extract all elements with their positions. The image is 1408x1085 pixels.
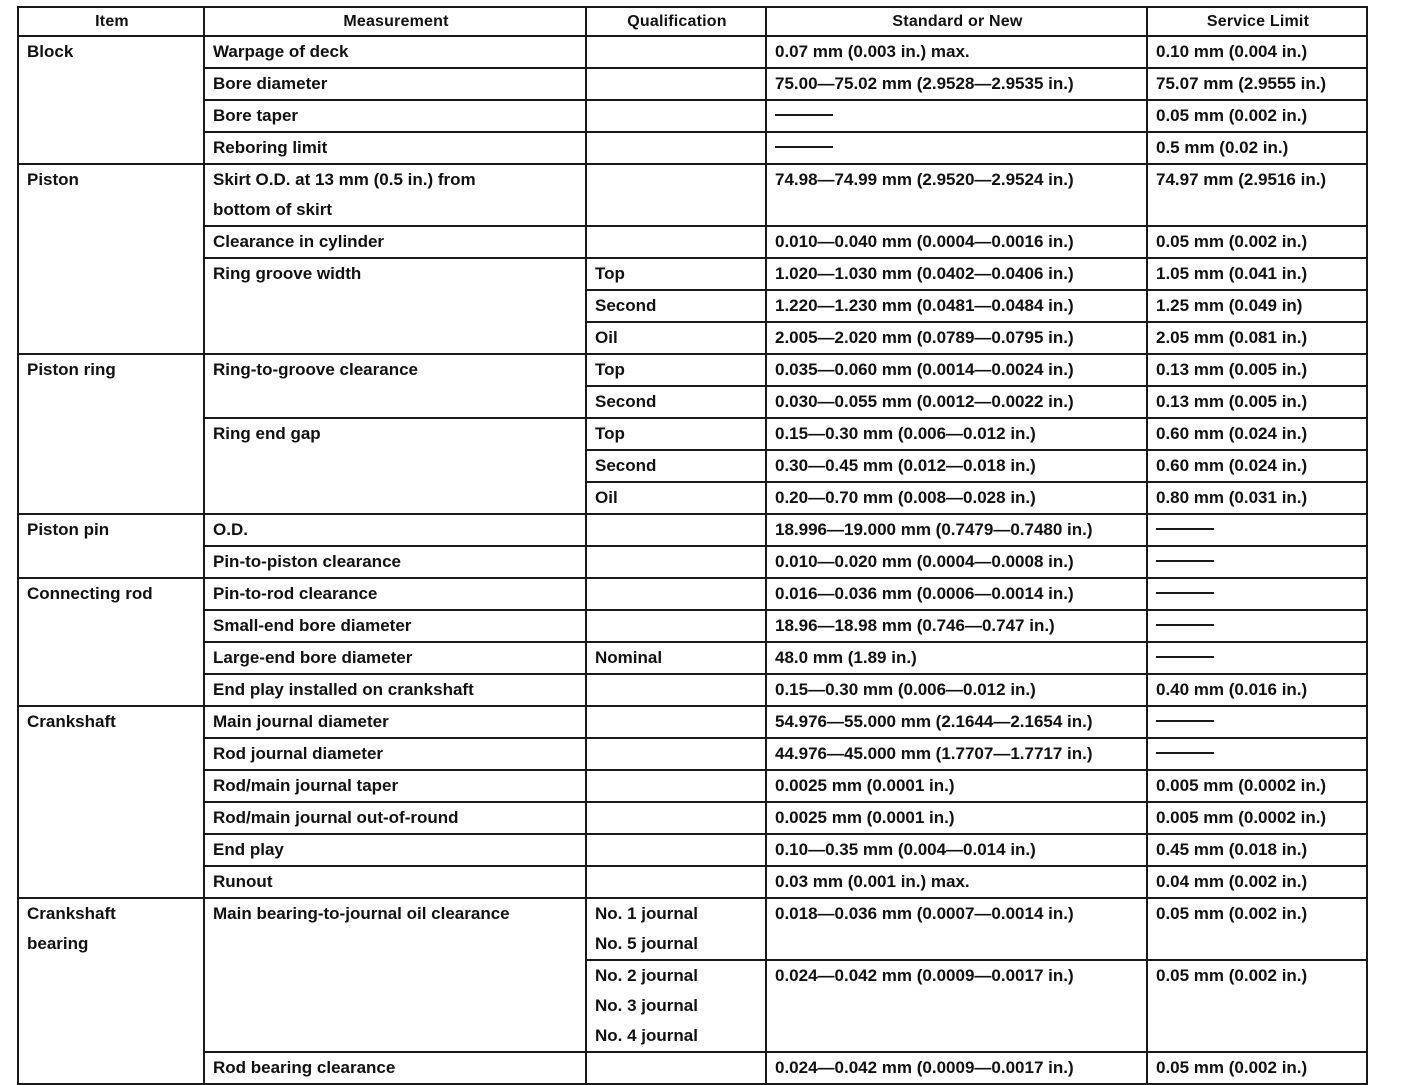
item-cell: Piston pin [18,514,204,578]
standard-cell: 0.03 mm (0.001 in.) max. [766,866,1147,898]
limit-cell: 0.5 mm (0.02 in.) [1147,132,1367,164]
standard-cell: 0.0025 mm (0.0001 in.) [766,802,1147,834]
qualification-cell [586,834,766,866]
qualification-cell: Top [586,354,766,386]
measurement-cell: Rod journal diameter [204,738,586,770]
limit-cell: 0.05 mm (0.002 in.) [1147,898,1367,960]
not-applicable-dash [1156,656,1214,658]
not-applicable-dash [1156,592,1214,594]
limit-cell [1147,706,1367,738]
standard-cell: 0.07 mm (0.003 in.) max. [766,36,1147,68]
measurement-cell: Reboring limit [204,132,586,164]
limit-cell: 74.97 mm (2.9516 in.) [1147,164,1367,226]
limit-cell [1147,642,1367,674]
measurement-cell: Rod bearing clearance [204,1052,586,1084]
measurement-cell: End play [204,834,586,866]
table-row [18,674,1367,706]
measurement-cell: Ring groove width [204,258,586,354]
item-line: Crankshaft [27,904,116,923]
limit-cell [1147,546,1367,578]
qualification-cell: Oil [586,482,766,514]
qualification-cell [586,546,766,578]
standard-cell: 0.0025 mm (0.0001 in.) [766,770,1147,802]
measurement-cell: Small-end bore diameter [204,610,586,642]
standard-cell: 0.016—0.036 mm (0.0006—0.0014 in.) [766,578,1147,610]
table-row [18,68,1367,100]
table-row [18,100,1367,132]
qualification-cell [586,68,766,100]
not-applicable-dash [1156,560,1214,562]
standard-cell: 0.024—0.042 mm (0.0009—0.0017 in.) [766,960,1147,1052]
standard-cell: 44.976—45.000 mm (1.7707—1.7717 in.) [766,738,1147,770]
table-row [18,834,1367,866]
specifications-table [17,6,1368,1085]
header-measurement: Measurement [204,7,586,36]
standard-cell: 0.035—0.060 mm (0.0014—0.0024 in.) [766,354,1147,386]
measurement-line: bottom of skirt [213,200,332,219]
qualification-cell: Oil [586,322,766,354]
standard-cell: 48.0 mm (1.89 in.) [766,642,1147,674]
table-row [18,354,1367,386]
qualification-cell [586,36,766,68]
measurement-cell: Warpage of deck [204,36,586,68]
measurement-line: Skirt O.D. at 13 mm (0.5 in.) from [213,170,476,189]
standard-cell: 74.98—74.99 mm (2.9520—2.9524 in.) [766,164,1147,226]
qualification-cell [586,164,766,226]
measurement-cell: Main journal diameter [204,706,586,738]
qualification-cell [586,802,766,834]
limit-cell [1147,514,1367,546]
item-cell: Crankshaft [18,706,204,898]
item-line: bearing [27,934,89,953]
table-row [18,226,1367,258]
item-cell: Block [18,36,204,164]
header-service-limit: Service Limit [1147,7,1367,36]
qualification-cell: Second [586,450,766,482]
table-row [18,898,1367,960]
standard-cell: 0.20—0.70 mm (0.008—0.028 in.) [766,482,1147,514]
standard-cell: 1.220—1.230 mm (0.0481—0.0484 in.) [766,290,1147,322]
qualification-cell [586,610,766,642]
qualification-cell [586,738,766,770]
qualification-line: No. 2 journal [595,966,698,985]
qualification-line: No. 5 journal [595,934,698,953]
standard-cell: 0.15—0.30 mm (0.006—0.012 in.) [766,418,1147,450]
standard-cell: 0.010—0.040 mm (0.0004—0.0016 in.) [766,226,1147,258]
standard-cell: 0.018—0.036 mm (0.0007—0.0014 in.) [766,898,1147,960]
table-row [18,738,1367,770]
qualification-cell: Top [586,418,766,450]
limit-cell: 0.005 mm (0.0002 in.) [1147,770,1367,802]
qualification-line: No. 1 journal [595,904,698,923]
limit-cell: 0.05 mm (0.002 in.) [1147,1052,1367,1084]
not-applicable-dash [1156,624,1214,626]
item-cell: Connecting rod [18,578,204,706]
not-applicable-dash [1156,720,1214,722]
item-cell [18,898,204,1084]
table-row [18,866,1367,898]
qualification-cell: Second [586,386,766,418]
header-item: Item [18,7,204,36]
table-row [18,546,1367,578]
standard-cell: 0.010—0.020 mm (0.0004—0.0008 in.) [766,546,1147,578]
standard-cell: 0.10—0.35 mm (0.004—0.014 in.) [766,834,1147,866]
limit-cell [1147,610,1367,642]
measurement-cell: Rod/main journal taper [204,770,586,802]
qualification-line: No. 4 journal [595,1026,698,1045]
measurement-cell [204,164,586,226]
measurement-cell: Runout [204,866,586,898]
qualification-cell [586,674,766,706]
qualification-cell [586,866,766,898]
qualification-cell [586,770,766,802]
not-applicable-dash [775,114,833,116]
limit-cell: 0.05 mm (0.002 in.) [1147,960,1367,1052]
table-row [18,418,1367,450]
item-cell: Piston [18,164,204,354]
limit-cell: 0.13 mm (0.005 in.) [1147,386,1367,418]
measurement-cell: Pin-to-rod clearance [204,578,586,610]
limit-cell: 0.45 mm (0.018 in.) [1147,834,1367,866]
standard-cell: 54.976—55.000 mm (2.1644—2.1654 in.) [766,706,1147,738]
limit-cell: 75.07 mm (2.9555 in.) [1147,68,1367,100]
limit-cell: 0.05 mm (0.002 in.) [1147,226,1367,258]
qualification-cell [586,132,766,164]
header-standard: Standard or New [766,7,1147,36]
header-row [18,7,1367,36]
measurement-cell: Bore taper [204,100,586,132]
qualification-cell [586,1052,766,1084]
measurement-cell: Ring-to-groove clearance [204,354,586,418]
measurement-cell: Main bearing-to-journal oil clearance [204,898,586,1052]
measurement-cell: Clearance in cylinder [204,226,586,258]
limit-cell: 0.005 mm (0.0002 in.) [1147,802,1367,834]
limit-cell: 1.25 mm (0.049 in) [1147,290,1367,322]
table-row [18,36,1367,68]
standard-cell [766,100,1147,132]
qualification-cell [586,960,766,1052]
standard-cell: 18.96—18.98 mm (0.746—0.747 in.) [766,610,1147,642]
table-row [18,578,1367,610]
limit-cell [1147,578,1367,610]
qualification-cell: Nominal [586,642,766,674]
measurement-cell: Pin-to-piston clearance [204,546,586,578]
qualification-cell: Top [586,258,766,290]
standard-cell [766,132,1147,164]
table-row [18,610,1367,642]
table-header [18,7,1367,36]
not-applicable-dash [1156,752,1214,754]
standard-cell: 1.020—1.030 mm (0.0402—0.0406 in.) [766,258,1147,290]
not-applicable-dash [775,146,833,148]
table-row [18,642,1367,674]
limit-cell [1147,738,1367,770]
measurement-cell: Rod/main journal out-of-round [204,802,586,834]
measurement-cell: Large-end bore diameter [204,642,586,674]
limit-cell: 2.05 mm (0.081 in.) [1147,322,1367,354]
qualification-cell [586,100,766,132]
limit-cell: 0.40 mm (0.016 in.) [1147,674,1367,706]
standard-cell: 0.024—0.042 mm (0.0009—0.0017 in.) [766,1052,1147,1084]
standard-cell: 0.030—0.055 mm (0.0012—0.0022 in.) [766,386,1147,418]
limit-cell: 0.10 mm (0.004 in.) [1147,36,1367,68]
table-row [18,258,1367,290]
qualification-line: No. 3 journal [595,996,698,1015]
limit-cell: 0.04 mm (0.002 in.) [1147,866,1367,898]
standard-cell: 2.005—2.020 mm (0.0789—0.0795 in.) [766,322,1147,354]
table-row [18,802,1367,834]
limit-cell: 1.05 mm (0.041 in.) [1147,258,1367,290]
standard-cell: 0.15—0.30 mm (0.006—0.012 in.) [766,674,1147,706]
qualification-cell [586,898,766,960]
qualification-cell: Second [586,290,766,322]
qualification-cell [586,514,766,546]
table-row [18,164,1367,226]
item-cell: Piston ring [18,354,204,514]
limit-cell: 0.05 mm (0.002 in.) [1147,100,1367,132]
limit-cell: 0.13 mm (0.005 in.) [1147,354,1367,386]
limit-cell: 0.80 mm (0.031 in.) [1147,482,1367,514]
measurement-cell: O.D. [204,514,586,546]
standard-cell: 0.30—0.45 mm (0.012—0.018 in.) [766,450,1147,482]
table-row [18,770,1367,802]
limit-cell: 0.60 mm (0.024 in.) [1147,450,1367,482]
measurement-cell: End play installed on crankshaft [204,674,586,706]
not-applicable-dash [1156,528,1214,530]
qualification-cell [586,706,766,738]
standard-cell: 75.00—75.02 mm (2.9528—2.9535 in.) [766,68,1147,100]
header-qualification: Qualification [586,7,766,36]
table-row [18,132,1367,164]
qualification-cell [586,226,766,258]
standard-cell: 18.996—19.000 mm (0.7479—0.7480 in.) [766,514,1147,546]
table-row [18,1052,1367,1084]
limit-cell: 0.60 mm (0.024 in.) [1147,418,1367,450]
measurement-cell: Bore diameter [204,68,586,100]
table-row [18,706,1367,738]
table-row [18,514,1367,546]
qualification-cell [586,578,766,610]
measurement-cell: Ring end gap [204,418,586,514]
